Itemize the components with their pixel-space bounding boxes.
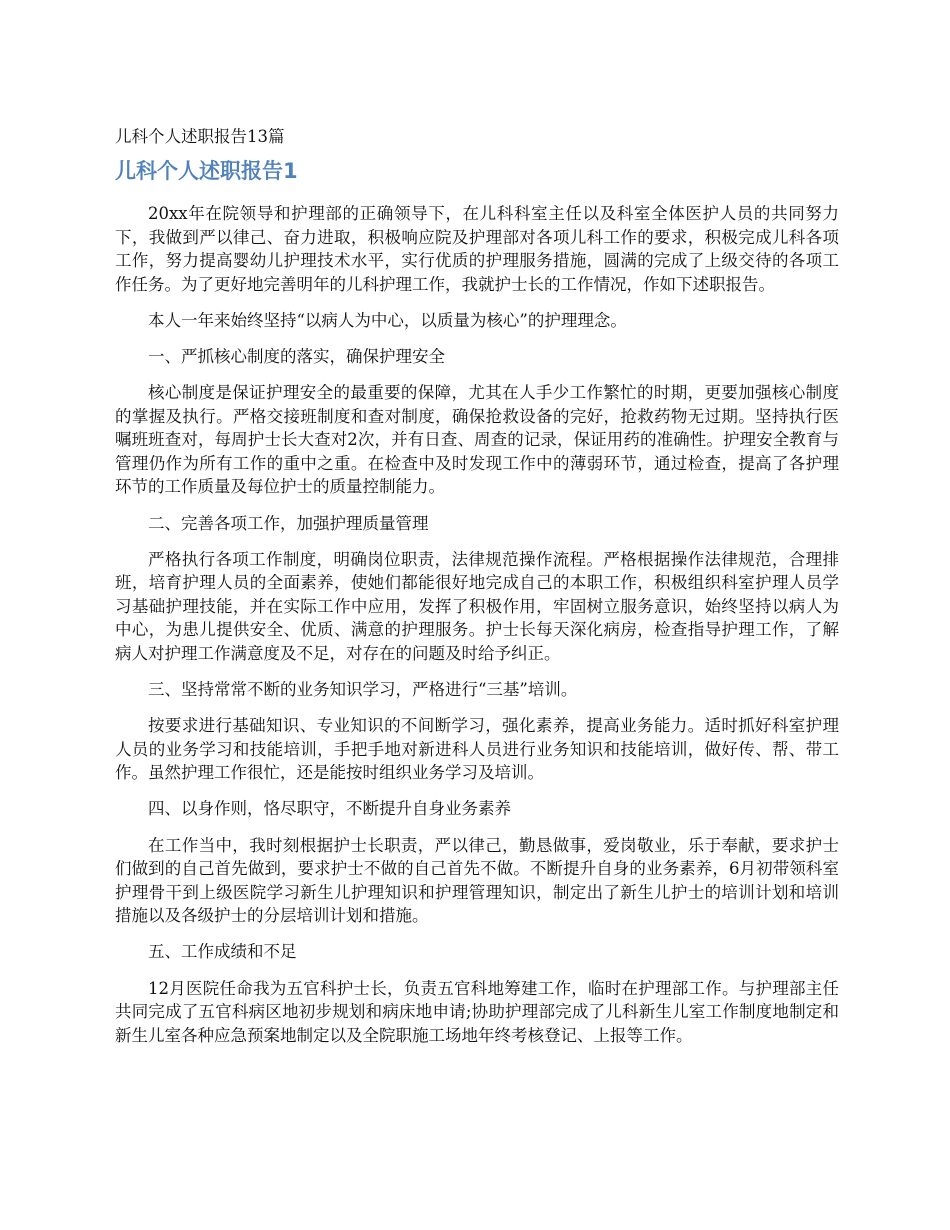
section-title: 儿科个人述职报告1 <box>115 159 298 183</box>
section-heading: 一、严抓核心制度的落实，确保护理安全 <box>148 346 445 366</box>
body-paragraph: 20xx年在院领导和护理部的正确领导下，在儿科科室主任以及科室全体医护人员的共同努力下，我做到严以律己、奋力进取，积极响应院及护理部对各项儿科工作的要求，积极完成儿科各项工作，努力提高婴幼儿护理技术水平，实行优质的护理服务措施，圆满的完成了上级交待的各项工作任务。为了更好地完善明年的儿科护理工作，我就护士长的工作情况，作如下述职报告。 <box>115 204 839 294</box>
section-heading: 三、坚持常常不断的业务知识学习，严格进行“三基”培训。 <box>148 680 578 700</box>
document-body <box>115 202 839 1047</box>
section-heading: 五、工作成绩和不足 <box>148 942 297 962</box>
document-page <box>115 124 839 1060</box>
body-paragraph: 12月医院任命我为五官科护士长，负责五官科地筹建工作，临时在护理部工作。与护理部主任共同完成了五官科病区地初步规划和病床地申请;协助护理部完成了儿科新生儿室工作制度地制定和新生儿室各种应急预案地制定以及全院职施工场地年终考核登记、上报等工作。 <box>115 978 839 1045</box>
section-heading: 四、以身作则，恪尽职守，不断提升自身业务素养 <box>148 799 511 819</box>
body-paragraph: 核心制度是保证护理安全的最重要的保障，尤其在人手少工作繁忙的时期，更要加强核心制度的掌握及执行。严格交接班制度和查对制度，确保抢救设备的完好，抢救药物无过期。坚持执行医嘱班班查对，每周护士长大查对2次，并有日查、周查的记录，保证用药的准确性。护理安全教育与管理仍作为所有工作的重中之重。在检查中及时发现工作中的薄弱环节，通过检查，提高了各护理环节的工作质量及每位护士的质量控制能力。 <box>115 383 839 497</box>
document-title: 儿科个人述职报告13篇 <box>115 127 285 146</box>
body-paragraph: 严格执行各项工作制度，明确岗位职责，法律规范操作流程。严格根据操作法律规范，合理排班，培育护理人员的全面素养，使她们都能很好地完成自己的本职工作，积极组织科室护理人员学习基础护理技能，并在实际工作中应用，发挥了积极作用，牢固树立服务意识，始终坚持以病人为中心，为患儿提供安全、优质、满意的护理服务。护士长每天深化病房，检查指导护理工作，了解病人对护理工作满意度及不足，对存在的问题及时给予纠正。 <box>115 549 839 663</box>
section-heading: 二、完善各项工作，加强护理质量管理 <box>148 513 429 533</box>
body-paragraph: 本人一年来始终坚持“以病人为中心，以质量为核心”的护理理念。 <box>148 310 627 330</box>
body-paragraph: 按要求进行基础知识、专业知识的不间断学习，强化素养，提高业务能力。适时抓好科室护理人员的业务学习和技能培训，手把手地对新进科人员进行业务知识和技能培训，做好传、帮、带工作。虽然护理工作很忙，还是能按时组织业务学习及培训。 <box>115 716 839 783</box>
body-paragraph: 在工作当中，我时刻根据护士长职责，严以律己，勤恳做事，爱岗敬业，乐于奉献，要求护士们做到的自己首先做到，要求护士不做的自己首先不做。不断提升自身的业务素养，6月初带领科室护理骨干到上级医院学习新生儿护理知识和护理管理知识，制定出了新生儿护士的培训计划和培训措施以及各级护士的分层培训计划和措施。 <box>115 835 839 926</box>
